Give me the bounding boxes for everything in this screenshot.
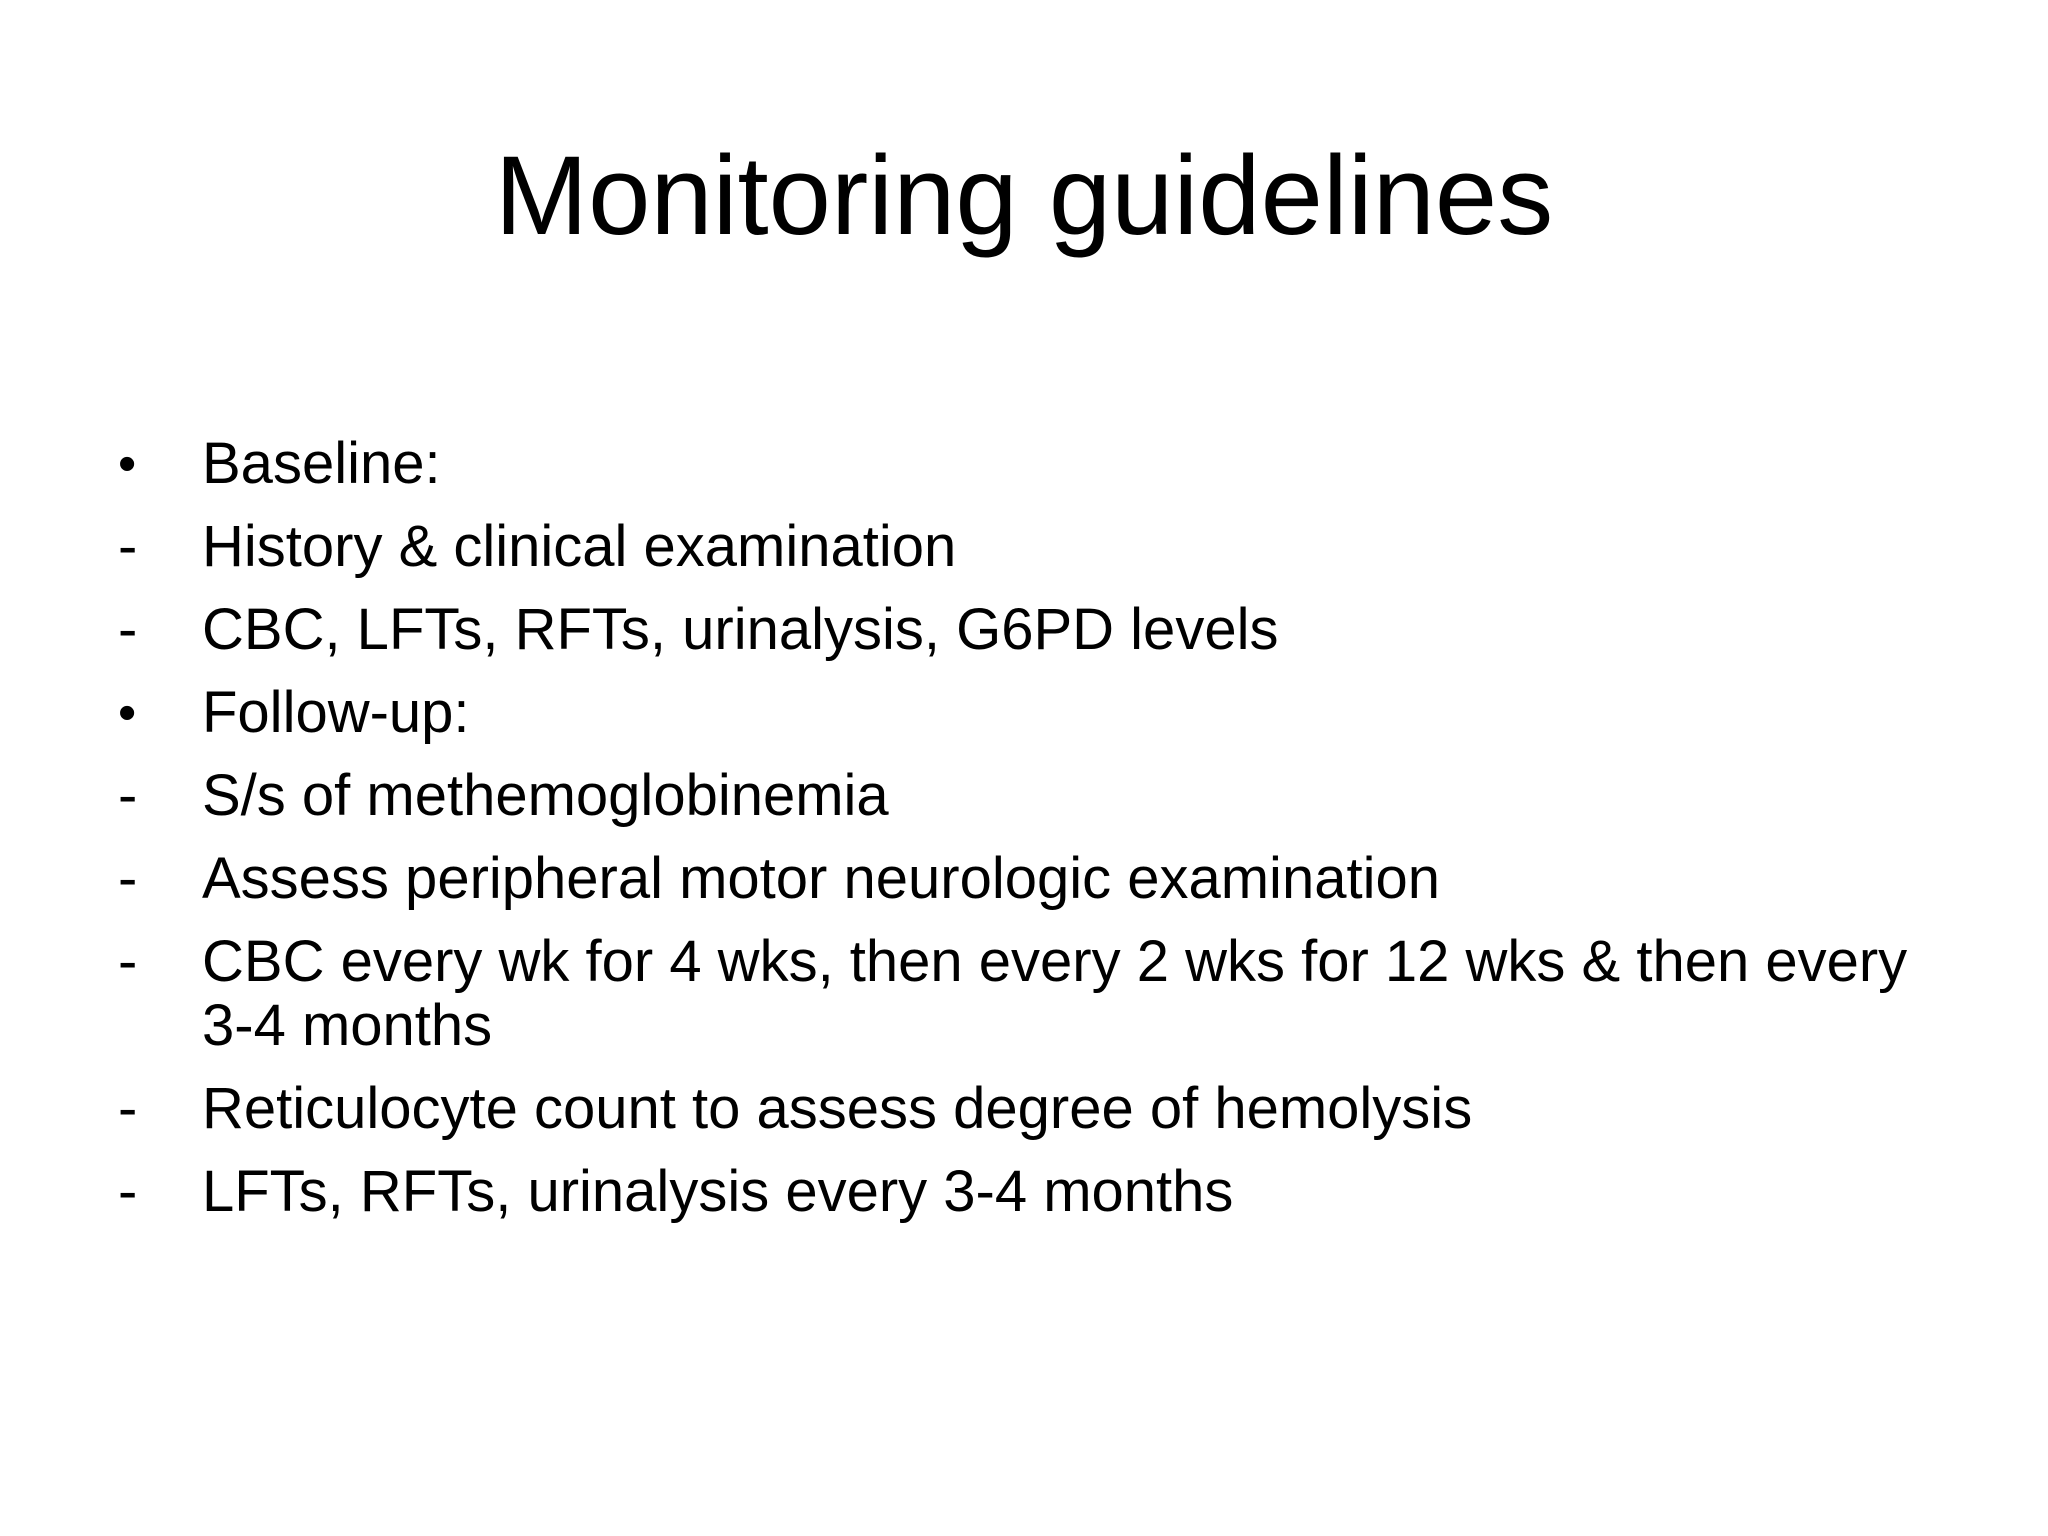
- dash-marker: -: [118, 846, 138, 911]
- slide-title: Monitoring guidelines: [494, 133, 1554, 258]
- bullet-marker: •: [118, 684, 137, 742]
- dash-marker: -: [118, 514, 138, 579]
- dash-item: [118, 847, 1938, 911]
- dash-item: [118, 764, 1938, 828]
- dash-text: CBC, LFTs, RFTs, urinalysis, G6PD levels: [202, 597, 1279, 662]
- dash-text: CBC every wk for 4 wks, then every 2 wks for 12 wks & then every 3-4 months: [202, 929, 1908, 1058]
- dash-marker: -: [118, 1159, 138, 1224]
- bullet-item-follow-up: [118, 681, 1938, 745]
- dash-text: Assess peripheral motor neurologic examination: [202, 846, 1440, 911]
- slide-content: [118, 432, 1938, 1243]
- dash-text: S/s of methemoglobinemia: [202, 763, 889, 828]
- dash-marker: -: [118, 763, 138, 828]
- dash-marker: -: [118, 1076, 138, 1141]
- dash-item: [118, 1160, 1938, 1224]
- dash-marker: -: [118, 597, 138, 662]
- dash-item: [118, 515, 1938, 579]
- bullet-text: Follow-up:: [202, 680, 470, 745]
- bullet-marker: •: [118, 435, 137, 493]
- dash-text: LFTs, RFTs, urinalysis every 3-4 months: [202, 1159, 1234, 1224]
- bullet-item-baseline: [118, 432, 1938, 496]
- dash-text: History & clinical examination: [202, 514, 957, 579]
- dash-text: Reticulocyte count to assess degree of hemolysis: [202, 1076, 1473, 1141]
- dash-item: [118, 598, 1938, 662]
- dash-marker: -: [118, 929, 138, 994]
- bullet-text: Baseline:: [202, 431, 441, 496]
- dash-item: [118, 930, 1938, 1058]
- dash-item: [118, 1077, 1938, 1141]
